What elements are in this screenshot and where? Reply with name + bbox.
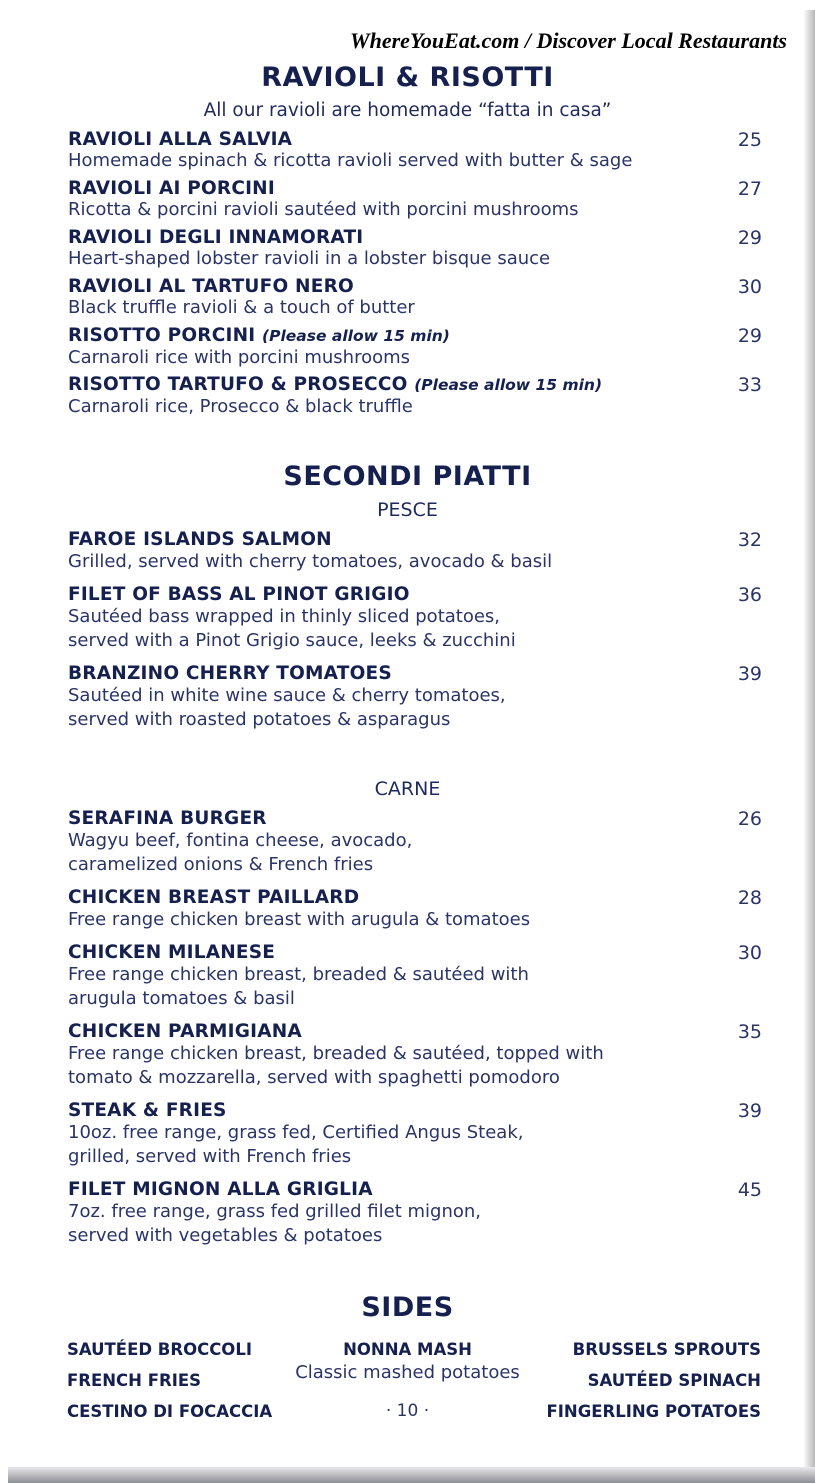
- page-shadow-right: [803, 10, 815, 1483]
- item-description: served with a Pinot Grigio sauce, leeks & zucchini: [68, 630, 516, 651]
- menu-item: [68, 1179, 762, 1248]
- item-price: 39: [737, 663, 762, 685]
- item-description: Sautéed bass wrapped in thinly sliced potatoes,: [68, 606, 501, 627]
- section-title-secondi: SECONDI PIATTI: [283, 461, 532, 492]
- menu-item: [68, 325, 762, 368]
- item-name: FILET MIGNON ALLA GRIGLIA: [68, 1179, 373, 1200]
- item-price: 39: [737, 1100, 762, 1122]
- menu-item: [68, 942, 762, 1011]
- item-description: arugula tomatoes & basil: [68, 988, 295, 1009]
- menu-item: [68, 808, 762, 877]
- item-price: 30: [737, 276, 762, 298]
- item-name: BRANZINO CHERRY TOMATOES: [68, 663, 392, 684]
- menu-item: [68, 663, 762, 732]
- item-name: CHICKEN MILANESE: [68, 942, 276, 963]
- menu-item: [68, 887, 762, 932]
- item-description: served with roasted potatoes & asparagus: [68, 709, 451, 730]
- item-note: (Please allow 15 min): [262, 327, 450, 345]
- item-name: STEAK & FRIES: [68, 1100, 227, 1121]
- item-description: Carnaroli rice, Prosecco & black truffle: [68, 396, 413, 417]
- item-description: Sautéed in white wine sauce & cherry tomatoes,: [68, 685, 506, 706]
- page-number: · 10 ·: [385, 1401, 430, 1421]
- item-description: 7oz. free range, grass fed grilled filet mignon,: [68, 1201, 481, 1222]
- menu-item: [68, 584, 762, 653]
- item-price: 35: [737, 1021, 762, 1043]
- item-name: RISOTTO TARTUFO & PROSECCO: [68, 374, 408, 395]
- item-price: 45: [737, 1179, 762, 1201]
- menu-item: [68, 1021, 762, 1090]
- item-description: grilled, served with French fries: [68, 1146, 352, 1167]
- menu-item: [68, 1100, 762, 1169]
- section-title-sides: SIDES: [361, 1292, 454, 1323]
- side-item: SAUTÉED BROCCOLI: [67, 1340, 252, 1359]
- item-note: (Please allow 15 min): [414, 376, 603, 394]
- item-description: Grilled, served with cherry tomatoes, avocado & basil: [68, 551, 553, 572]
- subsection-label-pesce: PESCE: [377, 499, 438, 521]
- side-item: FINGERLING POTATOES: [546, 1402, 761, 1421]
- item-description: tomato & mozzarella, served with spaghetti pomodoro: [68, 1067, 560, 1088]
- menu-item: [68, 276, 762, 318]
- item-description: Carnaroli rice with porcini mushrooms: [68, 347, 411, 368]
- item-price: 29: [737, 227, 762, 249]
- item-description: served with vegetables & potatoes: [68, 1225, 383, 1246]
- item-name: FILET OF BASS AL PINOT GRIGIO: [68, 584, 410, 605]
- item-name: RAVIOLI AI PORCINI: [68, 178, 275, 199]
- section-title-ravioli: RAVIOLI & RISOTTI: [261, 62, 554, 93]
- side-item: SAUTÉED SPINACH: [587, 1371, 761, 1390]
- item-price: 33: [737, 374, 762, 396]
- item-name: CHICKEN BREAST PAILLARD: [68, 887, 360, 908]
- item-price: 30: [737, 942, 762, 964]
- item-description: caramelized onions & French fries: [68, 854, 374, 875]
- menu-item: [68, 129, 762, 171]
- item-price: 26: [737, 808, 762, 830]
- item-description: Homemade spinach & ricotta ravioli served with butter & sage: [68, 150, 633, 171]
- item-description: 10oz. free range, grass fed, Certified Angus Steak,: [68, 1122, 524, 1143]
- item-price: 29: [737, 325, 762, 347]
- side-item: FRENCH FRIES: [67, 1371, 201, 1390]
- menu-item: [68, 529, 762, 574]
- menu-item: [68, 374, 762, 417]
- item-description: Free range chicken breast, breaded & sautéed with: [68, 964, 529, 985]
- side-item-description: Classic mashed potatoes: [295, 1362, 520, 1383]
- item-description: Free range chicken breast with arugula & tomatoes: [68, 909, 531, 930]
- item-name: RAVIOLI DEGLI INNAMORATI: [68, 227, 364, 248]
- side-item: CESTINO DI FOCACCIA: [67, 1402, 273, 1421]
- section-subtitle-ravioli: All our ravioli are homemade “fatta in casa”: [203, 100, 612, 121]
- side-item: BRUSSELS SPROUTS: [572, 1340, 761, 1359]
- menu-item: [68, 178, 762, 220]
- side-item-center: NONNA MASH: [343, 1340, 472, 1359]
- item-name: RAVIOLI AL TARTUFO NERO: [68, 276, 354, 297]
- item-name: RAVIOLI ALLA SALVIA: [68, 129, 293, 150]
- page-shadow-bottom: [8, 1467, 815, 1483]
- item-price: 36: [737, 584, 762, 606]
- item-price: 32: [737, 529, 762, 551]
- item-name: SERAFINA BURGER: [68, 808, 267, 829]
- menu-item: [68, 227, 762, 269]
- item-description: Free range chicken breast, breaded & sautéed, topped with: [68, 1043, 604, 1064]
- item-price: 25: [737, 129, 762, 151]
- item-name: RISOTTO PORCINI: [68, 325, 256, 346]
- item-name: CHICKEN PARMIGIANA: [68, 1021, 302, 1042]
- item-description: Heart-shaped lobster ravioli in a lobster bisque sauce: [68, 248, 551, 269]
- watermark: WhereYouEat.com / Discover Local Restaurants: [350, 28, 787, 53]
- item-name: FAROE ISLANDS SALMON: [68, 529, 332, 550]
- item-description: Black truffle ravioli & a touch of butter: [68, 297, 415, 318]
- item-description: Wagyu beef, fontina cheese, avocado,: [68, 830, 413, 851]
- subsection-label-carne: CARNE: [374, 778, 441, 800]
- item-description: Ricotta & porcini ravioli sautéed with porcini mushrooms: [68, 199, 579, 220]
- item-price: 28: [737, 887, 762, 909]
- item-price: 27: [737, 178, 762, 200]
